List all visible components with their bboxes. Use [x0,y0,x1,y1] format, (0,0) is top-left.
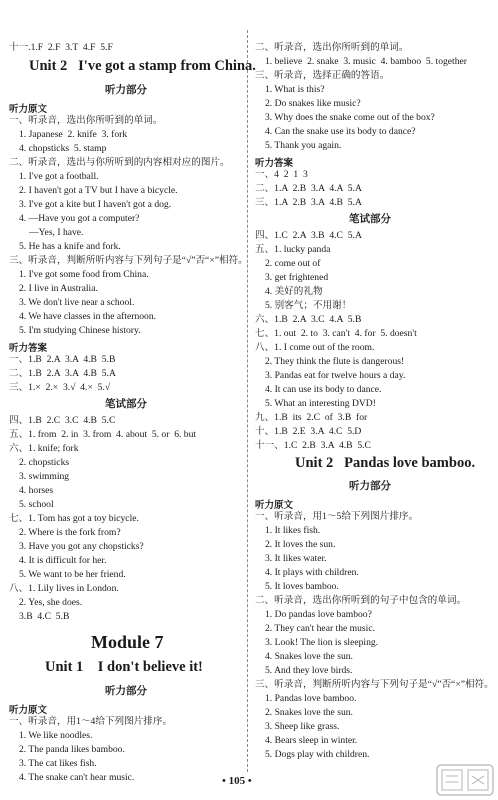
text-line: 二、1.B 2.A 3.A 4.B 5.A [9,368,116,379]
column-divider [247,30,248,772]
text-line: 七、1. Tom has got a toy bicycle. [9,513,139,524]
text-line: 4. —Have you got a computer? [19,213,140,224]
text-line: 八、1. Lily lives in London. [9,583,119,594]
text-line: —Yes, I have. [29,227,84,238]
text-line: 三、听录音，判断所听内容与下列句子是“√”否“×”相符。 [255,679,494,690]
text-line: 九、1.B its 2.C of 3.B for [255,412,368,423]
text-line: 4. We have classes in the afternoon. [19,311,157,322]
text-line: 3.B 4.C 5.B [19,611,70,622]
text-line: 五、1. lucky panda [255,244,331,255]
section-heading: 听力部分 [105,685,147,697]
text-line: 2. chopsticks [19,457,70,468]
text-line: 一、听录音，用1～4给下列图片排序。 [9,716,173,727]
text-line: 5. He has a knife and fork. [19,241,121,252]
text-line: 5. It loves bamboo. [265,581,339,592]
section-heading: 听力部分 [105,84,147,96]
unit-heading: Unit 1 I don't believe it! [45,659,203,675]
text-line: 4. Snakes love the sun. [265,651,353,662]
text-line: 3. Why does the snake come out of the box? [265,112,435,123]
page-number: • 105 • [222,775,252,787]
text-line: 2. Where is the fork from? [19,527,121,538]
text-line: 1. Japanese 2. knife 3. fork [19,129,128,140]
subsection-label: 听力原文 [255,500,294,511]
text-line: 1. believe 2. snake 3. music 4. bamboo 5. together [265,56,467,67]
section-heading: 笔试部分 [349,213,391,225]
text-line: 八、1. I come out of the room. [255,342,375,353]
text-line: 5. Thank you again. [265,140,342,151]
text-line: 1. We like noodles. [19,730,93,741]
text-line: 1. Pandas love bamboo. [265,693,357,704]
module-heading: Module 7 [91,632,164,652]
text-line: 4. Bears sleep in winter. [265,735,358,746]
text-line: 一、听录音，用1～5给下列图片排序。 [255,511,419,522]
left-column [9,0,256,800]
text-line: 六、1. knife; fork [9,443,79,454]
text-line: 2. I live in Australia. [19,283,98,294]
text-line: 4. Can the snake use its body to dance? [265,126,416,137]
text-line: 2. Snakes love the sun. [265,707,353,718]
text-line: 5. 别客气；不用谢！ [265,300,352,311]
text-line: 4. The snake can't hear music. [19,772,135,783]
section-heading: 听力部分 [349,480,391,492]
text-line: 3. We don't live near a school. [19,297,135,308]
text-line: 二、听录音，选出你所听到的单词。 [255,42,409,53]
text-line: 4. 美好的礼物 [265,286,323,297]
text-line: 三、听录音，判断所听内容与下列句子是“√”否“×”相符。 [9,255,248,266]
text-line: 2. Yes, she does. [19,597,83,608]
text-line: 2. The panda likes bamboo. [19,744,125,755]
text-line: 5. school [19,499,54,510]
text-line: 3. The cat likes fish. [19,758,97,769]
text-line: 二、听录音，选出你所听到的句子中包含的单词。 [255,595,467,606]
text-line: 3. swimming [19,471,70,482]
text-line: 4. It plays with children. [265,567,359,578]
answer-stamp-watermark-icon [436,764,494,796]
text-line: 十、1.B 2.E 3.A 4.C 5.D [255,426,362,437]
right-column [255,0,494,800]
text-line: 5. Dogs play with children. [265,749,370,760]
text-line: 一、听录音，选出你所听到的单词。 [9,115,163,126]
text-line: 十一.1.F 2.F 3.T 4.F 5.F [9,42,113,53]
text-line: 三、1.× 2.× 3.√ 4.× 5.√ [9,382,111,393]
text-line: 1. What is this? [265,84,325,95]
unit-heading: Unit 2 Pandas love bamboo. [295,455,476,471]
text-line: 三、1.A 2.B 3.A 4.B 5.A [255,197,362,208]
subsection-label: 听力原文 [9,705,48,716]
text-line: 4. chopsticks 5. stamp [19,143,107,154]
text-line: 4. It can use its body to dance. [265,384,382,395]
text-line: 2. They can't hear the music. [265,623,375,634]
text-line: 1. I've got some food from China. [19,269,149,280]
text-line: 1. Do pandas love bamboo? [265,609,372,620]
text-line: 2. I haven't got a TV but I have a bicycle. [19,185,178,196]
subsection-label: 听力答案 [255,158,294,169]
text-line: 五、1. from 2. in 3. from 4. about 5. or 6. but [9,429,197,440]
text-line: 2. Do snakes like music? [265,98,361,109]
text-line: 3. I've got a kite but I haven't got a dog. [19,199,172,210]
text-line: 5. And they love birds. [265,665,353,676]
text-line: 七、1. out 2. to 3. can't 4. for 5. doesn't [255,328,417,339]
text-line: 4. horses [19,485,54,496]
text-line: 一、1.B 2.A 3.A 4.B 5.B [9,354,116,365]
text-line: 1. I've got a football. [19,171,99,182]
text-line: 3. get frightened [265,272,329,283]
unit-heading: Unit 2 I've got a stamp from China. [29,58,256,74]
text-line: 四、1.C 2.A 3.B 4.C 5.A [255,230,362,241]
text-line: 5. We want to be her friend. [19,569,126,580]
text-line: 5. I'm studying Chinese history. [19,325,141,336]
text-line: 3. Pandas eat for twelve hours a day. [265,370,406,381]
subsection-label: 听力原文 [9,104,48,115]
text-line: 三、听录音，选择正确的答语。 [255,70,390,81]
text-line: 一、4 2 1 3 [255,169,308,180]
text-line: 3. Have you got any chopsticks? [19,541,144,552]
text-line: 六、1.B 2.A 3.C 4.A 5.B [255,314,362,325]
text-line: 2. come out of [265,258,321,269]
text-line: 3. Sheep like grass. [265,721,340,732]
text-line: 4. It is difficult for her. [19,555,107,566]
text-line: 3. Look! The lion is sleeping. [265,637,379,648]
text-line: 2. They think the flute is dangerous! [265,356,405,367]
text-line: 5. What an interesting DVD! [265,398,376,409]
text-line: 四、1.B 2.C 3.C 4.B 5.C [9,415,116,426]
text-line: 3. It likes water. [265,553,327,564]
text-line: 二、1.A 2.B 3.A 4.A 5.A [255,183,362,194]
text-line: 二、听录音，选出与你所听到的内容相对应的图片。 [9,157,230,168]
text-line: 十一、1.C 2.B 3.A 4.B 5.C [255,440,371,451]
section-heading: 笔试部分 [105,398,147,410]
subsection-label: 听力答案 [9,343,48,354]
text-line: 2. It loves the sun. [265,539,336,550]
text-line: 1. It likes fish. [265,525,321,536]
